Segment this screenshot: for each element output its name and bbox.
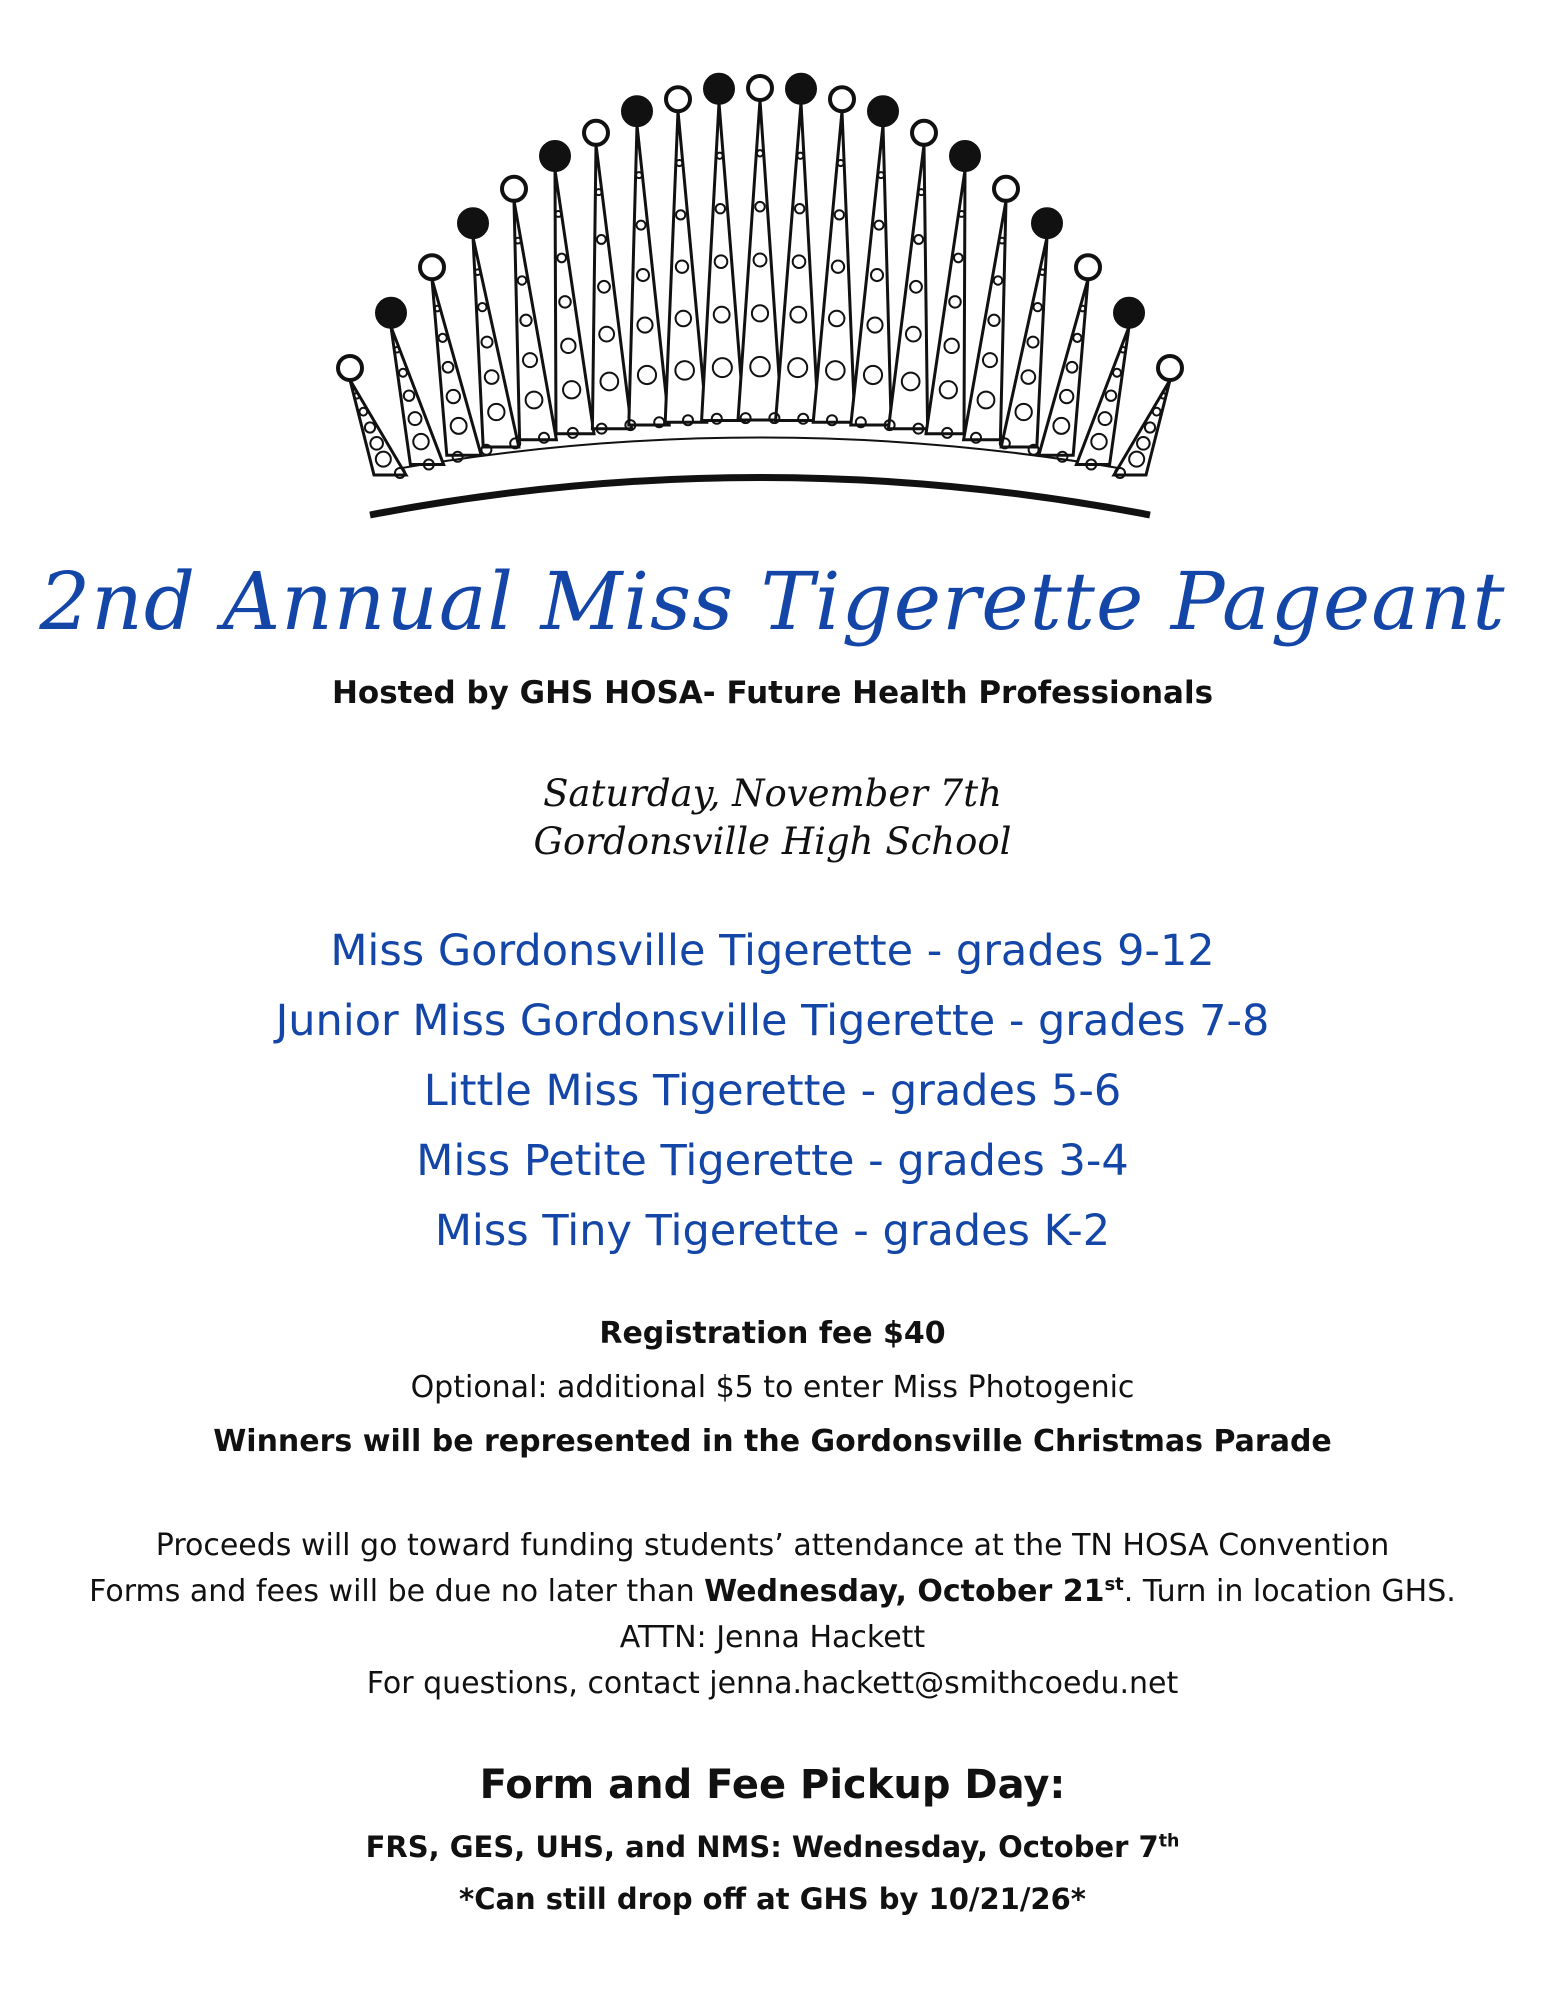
pageant-title: 2nd Annual Miss Tigerette Pageant [39, 555, 1506, 648]
event-venue: Gordonsville High School [533, 820, 1012, 863]
category-item: Miss Petite Tigerette - grades 3-4 [416, 1136, 1129, 1186]
registration-fee: Registration fee $40 [599, 1316, 946, 1351]
category-item: Junior Miss Gordonsville Tigerette - grades 7-8 [275, 996, 1270, 1046]
contact-line: For questions, contact jenna.hackett@smithcoedu.net [366, 1666, 1179, 1701]
attn-line: ATTN: Jenna Hackett [619, 1620, 926, 1655]
due-date: Wednesday, October 21st [704, 1574, 1124, 1609]
due-suffix: . Turn in location GHS. [1123, 1574, 1456, 1609]
pickup-date: FRS, GES, UHS, and NMS: Wednesday, October 7th [365, 1830, 1180, 1864]
optional-photogenic: Optional: additional $5 to enter Miss Photogenic [410, 1370, 1135, 1405]
pickup-title: Form and Fee Pickup Day: [479, 1762, 1066, 1808]
category-item: Little Miss Tigerette - grades 5-6 [423, 1066, 1122, 1116]
dropoff-note: *Can still drop off at GHS by 10/21/26* [459, 1882, 1086, 1916]
category-item: Miss Gordonsville Tigerette - grades 9-12 [330, 926, 1215, 976]
crown-illustration [330, 60, 1190, 530]
winners-note: Winners will be represented in the Gordonsville Christmas Parade [213, 1424, 1332, 1459]
proceeds-line: Proceeds will go toward funding students’ attendance at the TN HOSA Convention [155, 1528, 1390, 1563]
host-line: Hosted by GHS HOSA- Future Health Professionals [331, 675, 1214, 711]
due-line [0, 1574, 1545, 1609]
category-item: Miss Tiny Tigerette - grades K-2 [434, 1206, 1111, 1256]
event-date: Saturday, November 7th [543, 772, 1002, 815]
due-prefix: Forms and fees will be due no later than [89, 1574, 705, 1609]
